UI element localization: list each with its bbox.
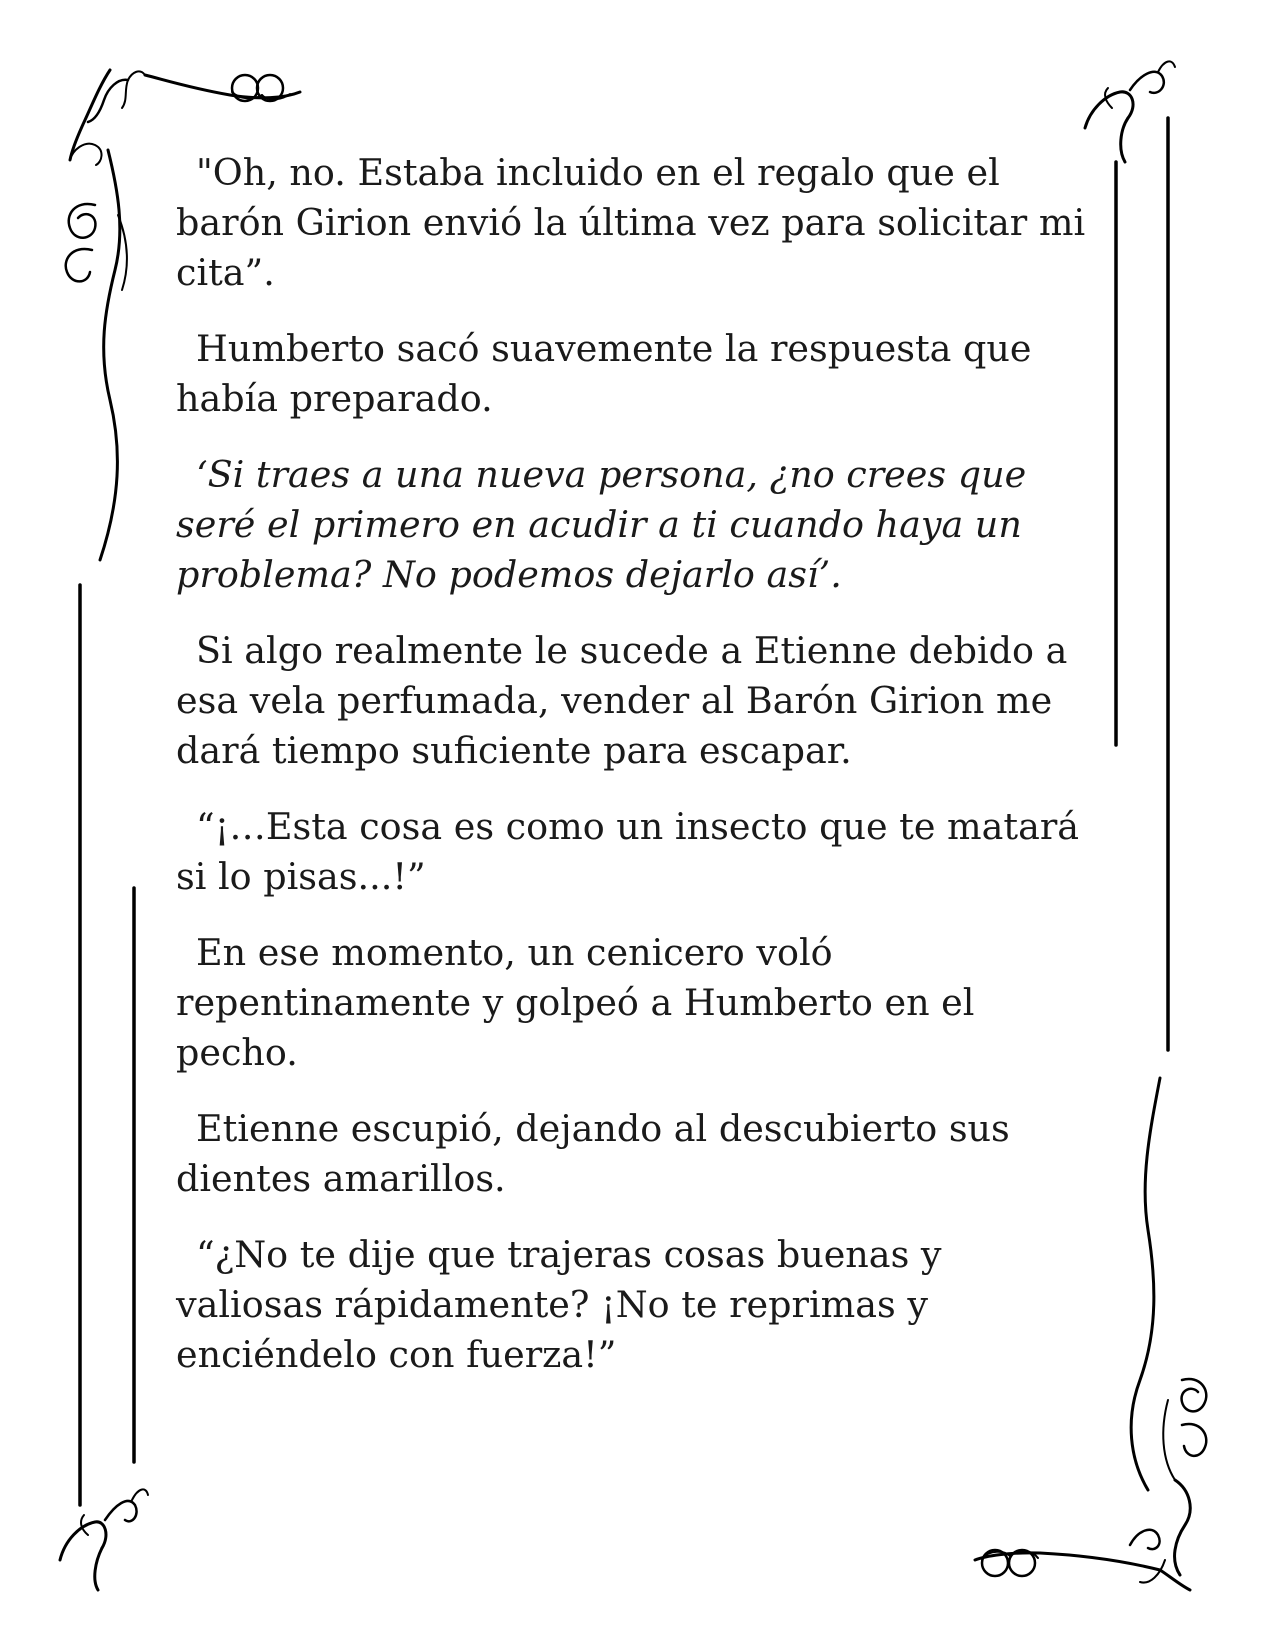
- paragraph: “¡…Esta cosa es como un insecto que te matará si lo pisas...!”: [176, 805, 1080, 898]
- paragraph: "Oh, no. Estaba incluido en el regalo que el barón Girion envió la última vez para solicitar mi cita”.: [176, 151, 1086, 294]
- italic-paragraph: ‘Si traes a una nueva persona, ¿no crees que seré el primero en acudir a ti cuando haya un problema? No podemos dejarlo así’.: [176, 453, 1027, 596]
- paragraph: Etienne escupió, dejando al descubierto sus dientes amarillos.: [176, 1107, 1010, 1200]
- paragraph: Si algo realmente le sucede a Etienne debido a esa vela perfumada, vender al Barón Girion me dará tiempo suficiente para escapar.: [176, 629, 1068, 772]
- paragraph: “¿No te dije que trajeras cosas buenas y valiosas rápidamente? ¡No te reprimas y enciéndelo con fuerza!”: [176, 1233, 942, 1376]
- page-text: [176, 148, 1091, 1406]
- paragraph: Humberto sacó suavemente la respuesta que había preparado.: [176, 327, 1032, 420]
- top-right-flourish: [1085, 61, 1175, 162]
- paragraph: En ese momento, un cenicero voló repentinamente y golpeó a Humberto en el pecho.: [176, 931, 975, 1074]
- bottom-left-flourish: [60, 1489, 148, 1590]
